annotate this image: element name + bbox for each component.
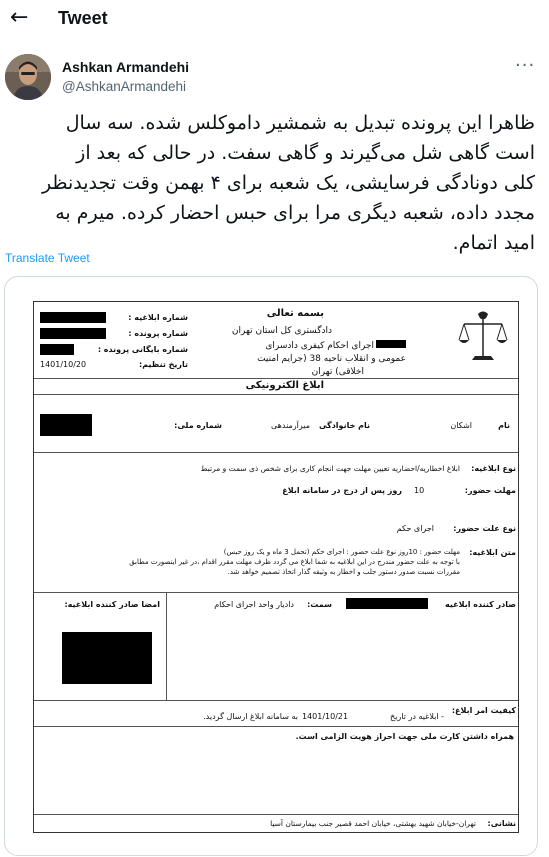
- top-bar: [0, 0, 549, 38]
- avatar-photo-icon: [5, 54, 51, 100]
- first-name-label: نام: [498, 421, 510, 430]
- tweet-line: کلی دونادگی فرسایشی، یک شعبه برای ۴ بهمن وقت تجدیدنظر: [41, 172, 535, 194]
- user-name[interactable]: Ashkan Armandehi: [62, 59, 190, 75]
- issuer-label: صادر کننده ابلاغیه: [445, 600, 516, 609]
- deadline-label: مهلت حضور:: [464, 486, 516, 495]
- notice-type-value: ابلاغ اخطاریه/احضاریه تعیین مهلت جهت انجام کاری برای شخص ذی سمت و مرتبط: [200, 464, 460, 473]
- role-value: دادیار واحد اجرای احکام: [214, 600, 294, 609]
- order-quality-text: - ابلاغیه در تاریخ: [390, 712, 444, 721]
- divider: [34, 378, 518, 379]
- tweet-line: است گاهی شل می‌گیرند و گاهی سفت. در حالی که بعد از: [76, 142, 535, 164]
- judiciary-scale-emblem-icon: [458, 310, 508, 366]
- document-title: ابلاغ الکترونیکی: [245, 380, 324, 391]
- address-value: تهران-خیابان شهید بهشتی، خیابان احمد قصیر جنب بیمارستان آسیا: [270, 819, 476, 828]
- avatar[interactable]: [5, 54, 51, 100]
- order-quality-label: کیفیت امر ابلاغ:: [451, 706, 516, 715]
- order-date: 1401/10/21: [302, 712, 349, 721]
- divider: [34, 592, 518, 593]
- divider: [34, 726, 518, 727]
- notice-text-line: مقررات نسبت صدور دستور جلب و اخطار به وثیقه گذار اتخاذ تصمیم خواهد شد.: [227, 568, 460, 576]
- page-title: Tweet: [58, 8, 108, 28]
- first-name-value: اشکان: [450, 421, 472, 430]
- deadline-text: روز پس از درج در سامانه ابلاغ: [282, 486, 402, 495]
- notice-type-label: نوع ابلاغیه:: [471, 464, 516, 473]
- notice-number-label: شماره ابلاغیه :: [128, 313, 188, 322]
- issue-date-label: تاریخ تنظیم:: [139, 360, 188, 369]
- redacted-box: [40, 328, 106, 339]
- user-handle[interactable]: @AshkanArmandehi: [62, 79, 187, 94]
- tweet-image[interactable]: [4, 276, 538, 856]
- redacted-box: [40, 312, 106, 323]
- deadline-days: 10: [414, 486, 425, 495]
- id-card-note: همراه داشتن کارت ملی جهت احراز هویت الزامی است.: [295, 732, 514, 741]
- redacted-signature: [62, 632, 152, 684]
- branch-name: اجرای احکام کیفری دادسرای: [265, 341, 374, 351]
- divider: [166, 592, 167, 700]
- signature-label: امضا صادر کننده ابلاغیه:: [64, 600, 160, 609]
- branch-name-2: عمومی و انقلاب ناحیه 38 (جرایم امنیت: [257, 354, 406, 364]
- divider: [34, 814, 518, 815]
- court-name: دادگستری کل استان تهران: [231, 326, 332, 336]
- tweet-line: ظاهرا این پرونده تبدیل به شمشیر داموکلس شده. سه سال: [65, 112, 535, 134]
- divider: [34, 700, 518, 701]
- notice-text-line: با توجه به علت حضور مندرج در این ابلاغیه به شما ابلاغ می گردد ظرف مهلت مقرر اقدام ،در غیر اینصورت مطابق: [129, 558, 460, 566]
- tweet-text: [0, 108, 535, 258]
- divider: [34, 394, 518, 395]
- reason-type-label: نوع علت حضور:: [453, 524, 516, 533]
- divider: [34, 452, 518, 453]
- redacted-box: [346, 598, 428, 609]
- national-id-label: شماره ملی:: [174, 421, 222, 430]
- redacted-box: [40, 414, 92, 436]
- case-number-label: شماره پرونده :: [128, 329, 188, 338]
- notice-text-line: مهلت حضور : 10روز نوع علت حضور : اجرای حکم (تحمل 3 ماه و یک روز حبس): [223, 548, 460, 556]
- redacted-box: [40, 344, 74, 355]
- redacted-box: [376, 340, 406, 348]
- role-label: سمت:: [307, 600, 332, 609]
- reason-type-value: اجرای حکم: [396, 524, 434, 533]
- tweet-line: مجدد داده، شعبه دیگری مرا برای حبس احضار کرده. میرم به: [55, 202, 535, 224]
- branch-name-3: اخلاقی) تهران: [311, 367, 364, 377]
- back-arrow-icon[interactable]: ←: [10, 5, 29, 30]
- family-name-value: میرآرمندهی: [271, 421, 310, 430]
- tweet-line: امید اتمام.: [452, 232, 535, 254]
- issue-date-value: 1401/10/20: [40, 360, 87, 369]
- notice-text-label: متن ابلاغیه:: [469, 548, 516, 557]
- address-label: نشانی:: [487, 819, 516, 828]
- notice-document: [33, 301, 519, 833]
- bismillah-text: بسمه تعالی: [266, 308, 324, 319]
- archive-number-label: شماره بایگانی پرونده :: [97, 345, 188, 354]
- family-name-label: نام خانوادگی: [318, 421, 370, 430]
- order-quality-text-2: به سامانه ابلاغ ارسال گردید.: [203, 712, 298, 721]
- translate-tweet-link[interactable]: Translate Tweet: [5, 251, 90, 265]
- more-options-icon[interactable]: ···: [515, 55, 536, 76]
